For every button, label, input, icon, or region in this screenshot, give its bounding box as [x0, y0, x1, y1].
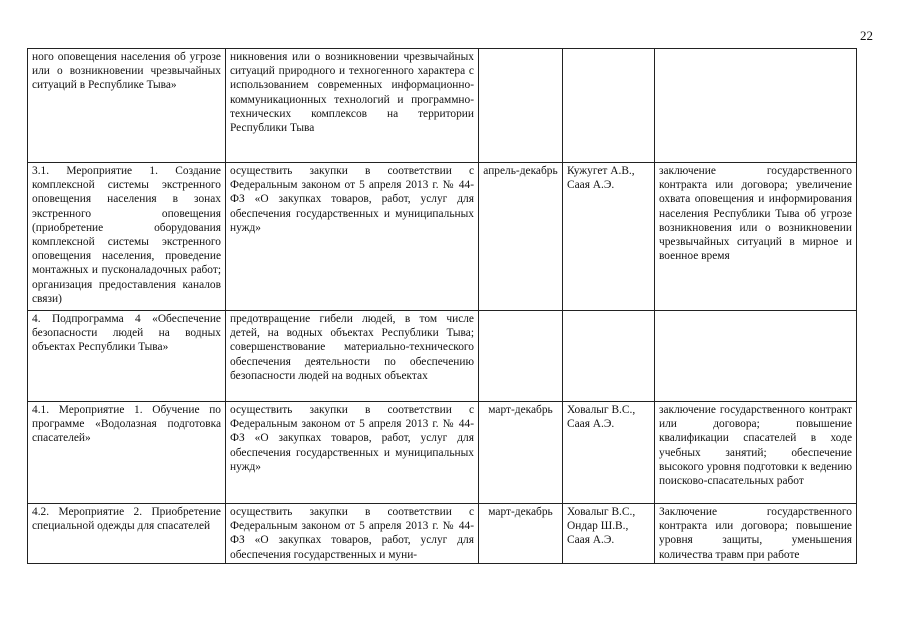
deadline-cell: март-декабрь [479, 504, 563, 564]
table-row [28, 402, 857, 504]
table-row [28, 49, 857, 163]
measure-name-cell: ного оповещения населения об угрозе или о возникновении чрезвычайных ситуаций в Республике Тыва» [28, 49, 226, 163]
responsible-cell: Ховалыг В.С., Ондар Ш.В., Саая А.Э. [563, 504, 655, 564]
table-row [28, 163, 857, 311]
result-cell: Заключение государственного контракта или договора; повышение уровня защиты, уменьшения количества травм при работе [655, 504, 857, 564]
measure-content-cell: осуществить закупки в соответствии с Федеральным законом от 5 апреля 2013 г. № 44-ФЗ «О закупках товаров, работ, услуг для обеспечения государственных и муниципальных нужд» [226, 402, 479, 504]
result-cell [655, 311, 857, 402]
table-row [28, 504, 857, 564]
deadline-cell [479, 311, 563, 402]
measure-name-cell: 3.1. Мероприятие 1. Создание комплексной системы экстренного оповещения населения в зонах экстренного оповещения (приобретение оборудования комплексной системы экстренного оповещения населения, проведение монтажных и пусконаладочных работ; организация предоставления каналов связи) [28, 163, 226, 311]
responsible-cell: Кужугет А.В., Саая А.Э. [563, 163, 655, 311]
responsible-cell [563, 311, 655, 402]
responsible-cell [563, 49, 655, 163]
deadline-cell: апрель-декабрь [479, 163, 563, 311]
measures-table [27, 48, 857, 564]
deadline-cell: март-декабрь [479, 402, 563, 504]
result-cell: заключение государственного контракт или договора; повышение квалификации спасателей в ходе учебных занятий; обеспечение высокого уровня подготовки к ведению поисково-спасательных работ [655, 402, 857, 504]
result-cell [655, 49, 857, 163]
page-number: 22 [860, 28, 873, 43]
measure-name-cell: 4. Подпрограмма 4 «Обеспечение безопасности людей на водных объектах Республики Тыва» [28, 311, 226, 402]
measure-name-cell: 4.2. Мероприятие 2. Приобретение специальной одежды для спасателей [28, 504, 226, 564]
measure-content-cell: предотвращение гибели людей, в том числе детей, на водных объектах Республики Тыва; совершенствование материально-технического обеспечения деятельности по обеспечению безопасности людей на водных объектах [226, 311, 479, 402]
measure-name-cell: 4.1. Мероприятие 1. Обучение по программе «Водолазная подготовка спасателей» [28, 402, 226, 504]
deadline-cell [479, 49, 563, 163]
table-row [28, 311, 857, 402]
measure-content-cell: осуществить закупки в соответствии с Федеральным законом от 5 апреля 2013 г. № 44-ФЗ «О закупках товаров, работ, услуг для обеспечения государственных и муни- [226, 504, 479, 564]
measure-content-cell: осуществить закупки в соответствии с Федеральным законом от 5 апреля 2013 г. № 44-ФЗ «О закупках товаров, работ, услуг для обеспечения государственных и муниципальных нужд» [226, 163, 479, 311]
measure-content-cell: никновения или о возникновении чрезвычайных ситуаций природного и техногенного характера с использованием современных информационно-коммуникационных технологий и программно-технических комплексов на территории Республики Тыва [226, 49, 479, 163]
responsible-cell: Ховалыг В.С., Саая А.Э. [563, 402, 655, 504]
result-cell: заключение государственного контракта или договора; увеличение охвата оповещения и информирования населения Республики Тыва об угрозе возникновения или о возникновении чрезвычайных ситуаций в мирное и военное время [655, 163, 857, 311]
